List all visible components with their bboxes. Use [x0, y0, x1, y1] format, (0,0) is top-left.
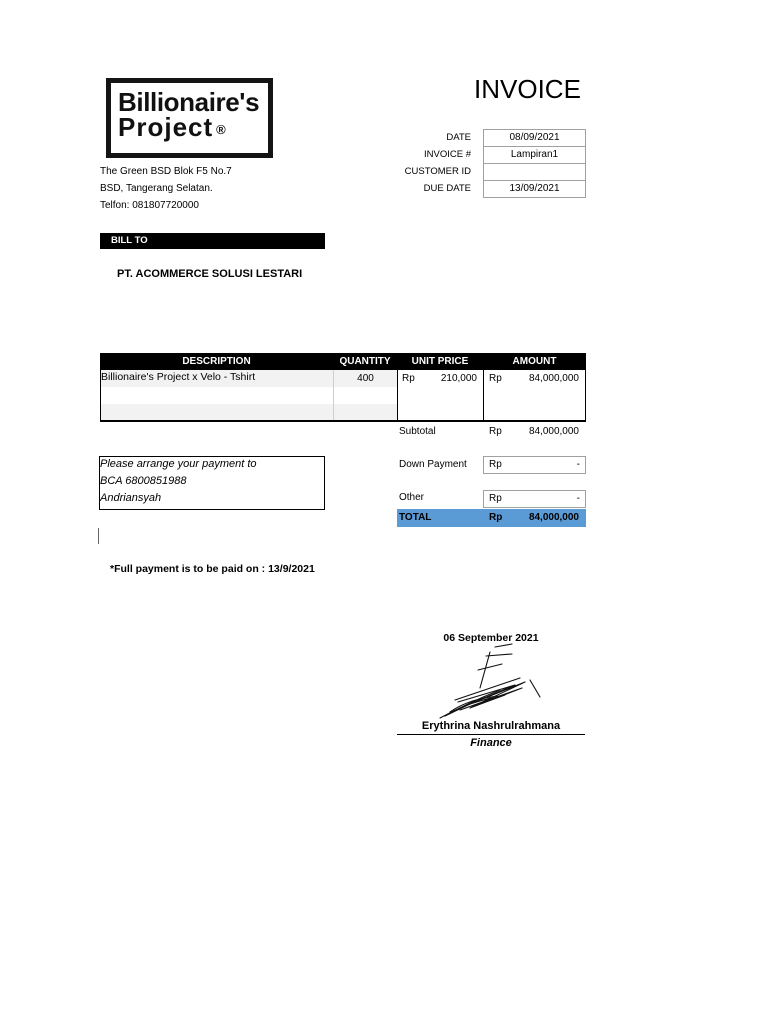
logo-word-project: Project	[118, 112, 214, 142]
payment-note-box	[99, 456, 325, 510]
other-label: Other	[399, 492, 425, 503]
column-header-unit-price: UNIT PRICE	[411, 356, 469, 367]
company-address-line1: The Green BSD Blok F5 No.7	[100, 166, 232, 177]
total-currency: Rp	[489, 512, 503, 523]
down-payment-box	[483, 456, 586, 474]
column-header-amount: AMOUNT	[512, 356, 557, 367]
signature-stroke	[480, 652, 490, 688]
bill-to-heading: BILL TO	[100, 233, 325, 249]
logo-text-line2	[118, 114, 226, 143]
subtotal-currency: Rp	[489, 426, 502, 437]
company-logo	[106, 78, 273, 158]
subtotal-value: 84,000,000	[528, 426, 579, 437]
total-value: 84,000,000	[528, 512, 579, 523]
invoice-title: INVOICE	[474, 74, 581, 104]
down-payment-value: -	[576, 459, 580, 470]
item-unit-price: 210,000	[440, 373, 477, 384]
item-amount: 84,000,000	[528, 373, 579, 384]
company-phone: Telfon: 081807720000	[100, 200, 199, 211]
row-shade	[334, 404, 397, 421]
company-address-line2: BSD, Tangerang Selatan.	[100, 183, 213, 194]
invoice-number-label: INVOICE #	[424, 149, 471, 160]
column-header-quantity: QUANTITY	[339, 356, 391, 367]
registered-mark: ®	[216, 122, 226, 137]
row-shade	[101, 404, 333, 421]
item-description: Billionaire's Project x Velo - Tshirt	[101, 371, 256, 383]
other-value: -	[576, 493, 580, 504]
down-payment-currency: Rp	[489, 459, 502, 470]
payment-bank-account: BCA 6800851988	[100, 475, 187, 487]
signature-line	[397, 734, 585, 735]
invoice-number-value: Lampiran1	[483, 146, 586, 164]
item-amount-currency: Rp	[489, 373, 502, 384]
other-box	[483, 490, 586, 508]
signatory-role: Finance	[470, 737, 512, 749]
item-unit-currency: Rp	[402, 373, 415, 384]
signature-stroke	[445, 695, 505, 716]
total-bar	[397, 509, 586, 527]
signature-stroke	[530, 680, 540, 697]
item-quantity: 400	[357, 373, 374, 384]
other-currency: Rp	[489, 493, 502, 504]
logo-text-line1: Billionaire's	[118, 87, 260, 117]
table-left-border	[100, 353, 101, 422]
due-date-value: 13/09/2021	[483, 180, 586, 198]
items-table-header	[100, 353, 586, 370]
text-cursor	[98, 528, 99, 544]
date-label: DATE	[446, 132, 471, 143]
handwritten-signature	[430, 640, 550, 725]
due-date-label: DUE DATE	[423, 183, 471, 194]
table-bottom-border	[100, 420, 586, 422]
down-payment-label: Down Payment	[399, 459, 467, 470]
payment-account-holder: Andriansyah	[100, 492, 162, 504]
customer-id-label: CUSTOMER ID	[404, 166, 471, 177]
total-label: TOTAL	[399, 512, 432, 523]
signature-date: 06 September 2021	[443, 632, 539, 644]
payment-due-footnote: *Full payment is to be paid on : 13/9/2021	[110, 563, 315, 575]
signatory-name: Erythrina Nashrulrahmana	[421, 720, 561, 732]
customer-id-value	[483, 163, 586, 181]
bill-to-name: PT. ACOMMERCE SOLUSI LESTARI	[117, 268, 303, 280]
column-header-description: DESCRIPTION	[182, 356, 251, 367]
date-value: 08/09/2021	[483, 129, 586, 147]
payment-note-line1: Please arrange your payment to	[100, 458, 257, 470]
signature-stroke	[495, 644, 512, 647]
table-right-border	[585, 370, 586, 422]
signature-stroke	[478, 664, 502, 670]
subtotal-label: Subtotal	[399, 426, 436, 437]
